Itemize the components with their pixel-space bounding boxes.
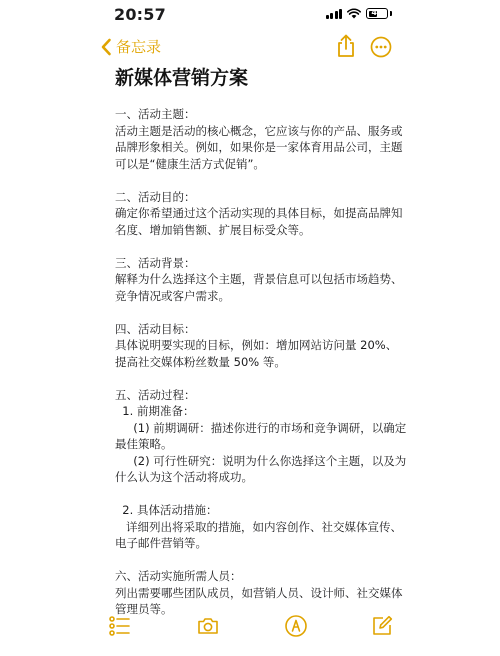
share-icon[interactable] [336,34,356,58]
note-line: 管理员等。 [115,602,173,616]
note-body[interactable] [115,106,407,618]
nav-bar [0,30,500,66]
battery-icon [366,8,388,19]
camera-icon[interactable] [196,614,220,638]
note-line: (2) 可行性研究：说明为什么你选择这个主题，以及为 [115,453,407,468]
status-icons [326,8,393,19]
status-time: 20:57 [114,5,166,24]
cellular-signal-icon [326,8,343,19]
checklist-icon[interactable] [108,614,132,638]
pen-markup-icon[interactable] [284,614,308,638]
note-line: 品牌形象相关。例如，如果你是一家体育用品公司，主题 [115,140,403,154]
note-line: (1) 前期调研：描述你进行的市场和竞争调研，以确定 [115,420,407,435]
battery-nub [390,11,392,16]
chevron-left-icon [100,38,112,56]
back-button[interactable] [100,36,161,57]
note-line: 三、活动背景： [115,255,196,270]
note-line: 2. 具体活动措施： [115,503,218,517]
note-line: 最佳策略。 [115,437,173,451]
note-line: 列出需要哪些团队成员，如营销人员、设计师、社交媒体 [115,585,403,600]
note-line: 提高社交媒体粉丝数量 50% 等。 [115,354,286,369]
note-line: 可以是“健康生活方式促销”。 [115,156,265,171]
note-line: 竞争情况或客户需求。 [115,288,230,303]
note-line: 详细列出将采取的措施，如内容创作、社交媒体宣传、 [115,519,402,534]
compose-icon[interactable] [370,614,394,638]
note-line: 二、活动目的： [115,189,196,204]
status-bar [0,0,500,30]
note-line: 什么认为这个活动将成功。 [115,470,253,484]
battery-level: 40 [371,8,383,17]
note-line: 五、活动过程： [115,387,196,402]
back-button-label: 备忘录 [116,38,162,56]
wifi-icon [347,8,361,19]
note-line: 四、活动目标： [115,321,196,336]
note-line: 六、活动实施所需人员： [115,569,242,583]
note-blank-line [115,370,393,387]
note-blank-line [115,486,393,503]
note-blank-line [115,238,393,255]
note-line: 活动主题是活动的核心概念，它应该与你的产品、服务或 [115,123,403,138]
note-line: 电子邮件营销等。 [115,536,207,550]
note-line: 解释为什么选择这个主题，背景信息可以包括市场趋势、 [115,272,403,286]
note-line: 具体说明要实现的目标，例如：增加网站访问量 20%、 [115,338,398,352]
note-blank-line [115,304,393,321]
note-line: 一、活动主题： [115,107,196,121]
note-title[interactable]: 新媒体营销方案 [115,67,249,89]
note-blank-line [115,172,393,189]
note-blank-line [115,552,393,569]
note-line: 确定你希望通过这个活动实现的具体目标，如提高品牌知 [115,206,403,220]
note-line: 名度、增加销售额、扩展目标受众等。 [115,222,311,237]
note-line: 1. 前期准备： [115,404,195,418]
ellipsis-circle-icon[interactable] [370,36,392,58]
bottom-toolbar [0,614,500,644]
